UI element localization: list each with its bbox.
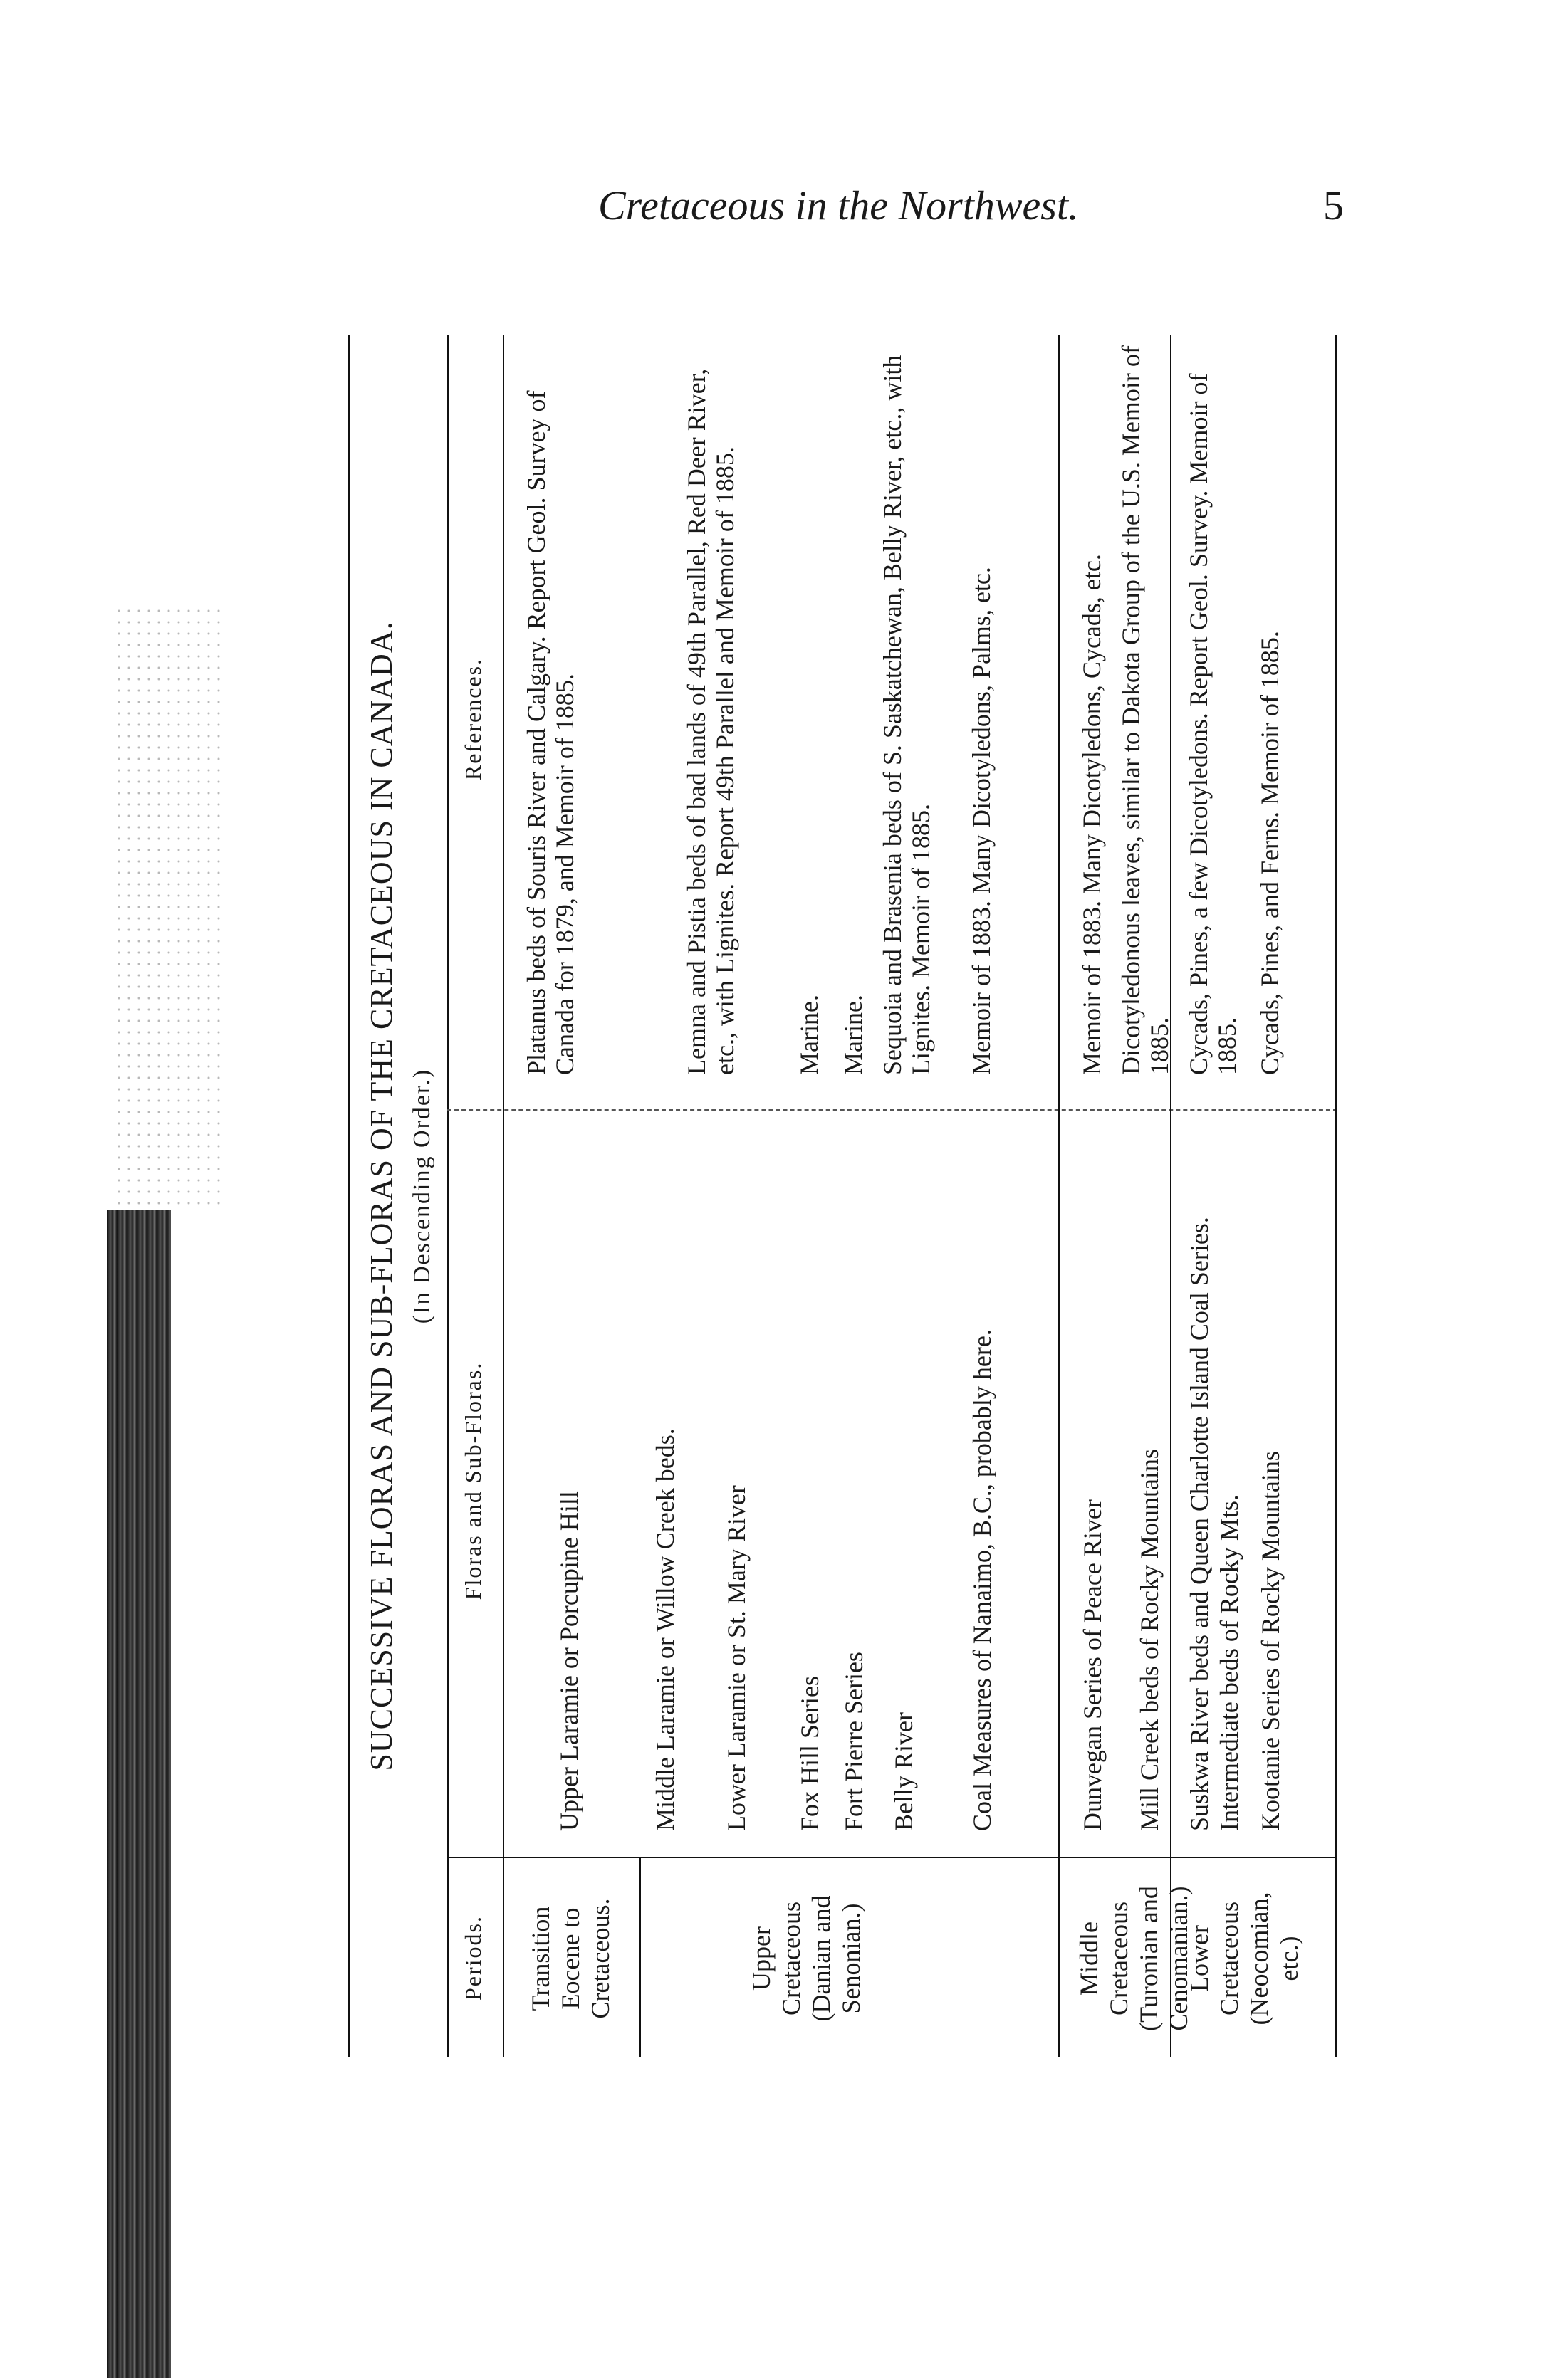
header-rule [447, 335, 449, 2057]
column-divider-periods [447, 1857, 1337, 1858]
flora-fort-pierre: Fort Pierre Series [840, 1652, 868, 1831]
page-number: 5 [1323, 182, 1344, 229]
period-transition: Transition Eocene to Cretaceous. [526, 1898, 615, 2019]
column-header-references: References. [460, 657, 486, 781]
scan-speckle [114, 605, 221, 1210]
flora-mill-creek: Mill Creek beds of Rocky Mountains [1135, 1449, 1164, 1831]
ref-dunvegan: Memoir of 1883. Many Dicotyledons, Cycads, etc. [1077, 554, 1106, 1075]
flora-belly-river: Belly River [889, 1712, 918, 1831]
flora-kootanie: Kootanie Series of Rocky Mountains [1256, 1451, 1285, 1831]
ref-lower-laramie: Lemna and Pistia beds of bad lands of 49th Parallel, Red Deer River, etc., with Lignites. Report 49th Parallel and Memoir of 1885. [682, 368, 739, 1075]
flora-dunvegan: Dunvegan Series of Peace River [1078, 1499, 1107, 1831]
ref-suskwa: Cycads, Pines, a few Dicotyledons. Report Geol. Survey. Memoir of 1885. [1184, 373, 1241, 1075]
ref-mill-creek: Dicotyledonous leaves, similar to Dakota Group of the U.S. Memoir of 1885. [1117, 345, 1174, 1075]
ref-fort-pierre: Marine. [839, 995, 867, 1075]
flora-upper-laramie: Upper Laramie or Porcupine Hill [555, 1491, 583, 1831]
period-upper: Upper Cretaceous (Danian and Senonian.) [747, 1895, 865, 2022]
ref-kootanie: Cycads, Pines, and Ferns. Memoir of 1885. [1255, 631, 1284, 1075]
flora-nanaimo: Coal Measures of Nanaimo, B.C., probably here. [968, 1329, 996, 1831]
period-middle: Middle Cretaceous (Turonian and Cenomanian.) [1075, 1886, 1193, 2031]
period-lower: Lower Cretaceous (Neocomian, etc.) [1185, 1892, 1303, 2025]
flora-lower-laramie: Lower Laramie or St. Mary River [722, 1485, 751, 1831]
ref-upper-laramie: Platanus beds of Souris River and Calgary. Report Geol. Survey of Canada for 1879, and Memoir of 1885. [522, 390, 579, 1075]
period-rule [639, 1858, 641, 2057]
table-top-rule [348, 335, 350, 2057]
flora-suskwa: Suskwa River beds and Queen Charlotte Island Coal Series. Intermediate beds of Rocky Mts. [1185, 1217, 1243, 1831]
column-header-floras: Floras and Sub-Floras. [460, 1361, 486, 1600]
ref-fox-hill: Marine. [795, 995, 823, 1075]
flora-middle-laramie: Middle Laramie or Willow Creek beds. [651, 1428, 679, 1831]
column-header-rule [503, 335, 504, 2057]
table-bottom-rule [1335, 335, 1337, 2057]
ref-belly-river: Sequoia and Brasenia beds of S. Saskatchewan, Belly River, etc., with Lignites. Memoir of 1885. [878, 355, 935, 1075]
binding-gutter-shadow [107, 1210, 171, 2378]
ref-nanaimo: Memoir of 1883. Many Dicotyledons, Palms, etc. [967, 567, 996, 1075]
table-title: SUCCESSIVE FLORAS AND SUB-FLORAS OF THE CRETACEOUS IN CANADA. [364, 621, 399, 1771]
flora-fox-hill: Fox Hill Series [795, 1675, 824, 1831]
group-rule-middle [1058, 335, 1060, 2057]
running-title: Cretaceous in the Northwest. [598, 182, 1079, 229]
column-header-periods: Periods. [460, 1915, 486, 2001]
rotated-table [348, 335, 1337, 2057]
table-subtitle: (In Descending Order.) [409, 1068, 435, 1324]
